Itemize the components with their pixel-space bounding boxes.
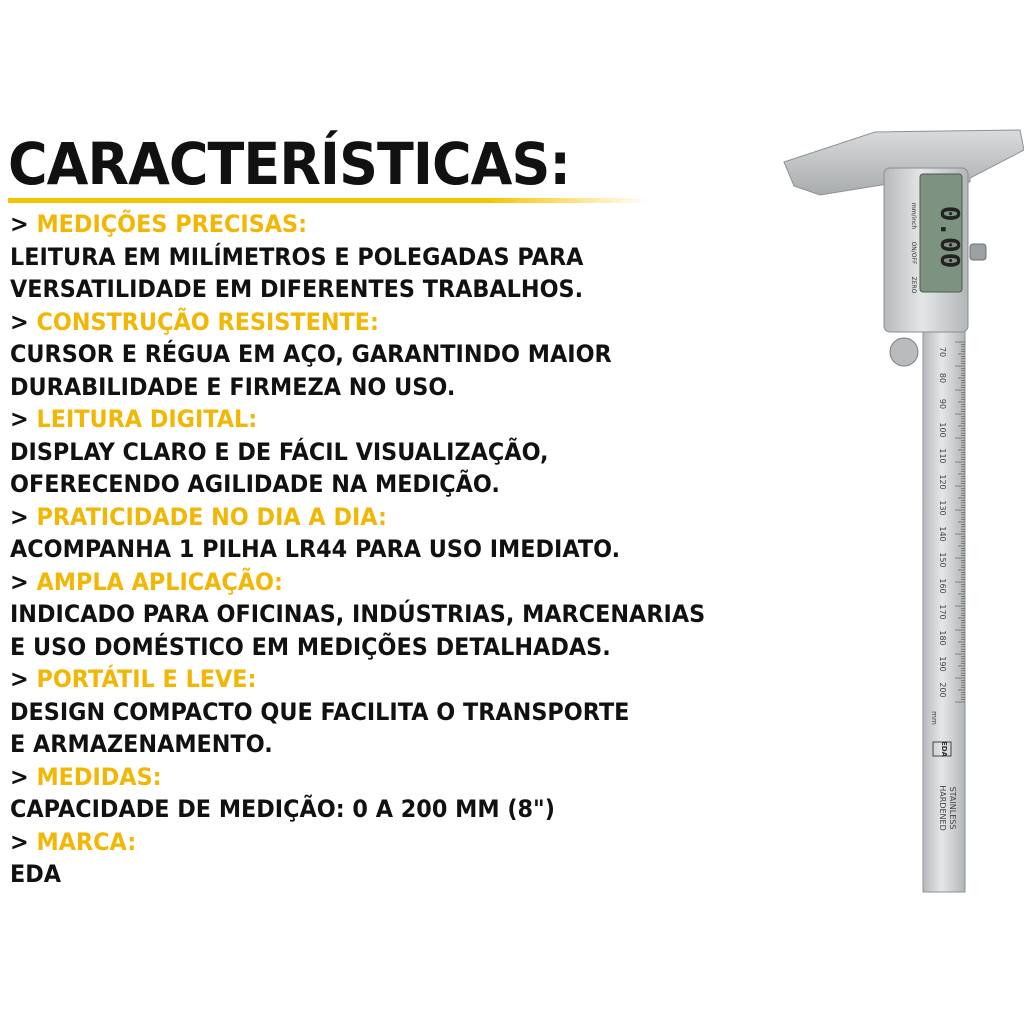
chevron-right-icon: >: [10, 827, 29, 856]
feature-heading: [10, 826, 717, 859]
digital-caliper-image: [780, 120, 1024, 910]
chevron-right-icon: >: [10, 405, 29, 433]
feature-heading: [10, 306, 717, 339]
feature-heading: [10, 208, 717, 241]
chevron-right-icon: >: [10, 210, 29, 238]
feature-description-line: DISPLAY CLARO E DE FÁCIL VISUALIZAÇÃO,: [10, 437, 549, 466]
title-underline: [8, 198, 648, 203]
feature-description-line: LEITURA EM MILÍMETROS E POLEGADAS PARA: [10, 242, 584, 271]
caliper-scale-label: 150: [938, 552, 947, 568]
caliper-scale-label: 70: [938, 346, 947, 358]
page-title: CARACTERÍSTICAS:: [8, 130, 571, 198]
feature-heading: [10, 403, 717, 436]
feature-heading-label: LEITURA DIGITAL:: [36, 405, 258, 433]
caliper-lock-screw: [970, 244, 986, 260]
feature-heading-label: PRATICIDADE NO DIA A DIA:: [36, 502, 387, 531]
caliper-zero-label: ZERO: [910, 276, 917, 294]
caliper-material-line-2: HARDENED: [938, 785, 947, 831]
caliper-scale-label: 180: [938, 630, 947, 646]
chevron-right-icon: >: [10, 502, 29, 531]
caliper-scale-label: 160: [938, 578, 947, 594]
feature-description-line: INDICADO PARA OFICINAS, INDÚSTRIAS, MARCENARIAS: [10, 600, 706, 628]
caliper-material-line-1: STAINLESS: [948, 786, 957, 830]
feature-description-line: E ARMAZENAMENTO.: [10, 730, 273, 758]
caliper-power-label: ON/OFF: [910, 241, 917, 265]
feature-heading-label: MEDIÇÕES PRECISAS:: [36, 210, 308, 238]
caliper-scale-label: 190: [938, 656, 947, 672]
feature-heading-label: MEDIDAS:: [36, 762, 162, 791]
feature-heading-label: MARCA:: [36, 827, 137, 856]
feature-description-line: OFERECENDO AGILIDADE NA MEDIÇÃO.: [10, 470, 500, 498]
feature-description-line: DESIGN COMPACTO QUE FACILITA O TRANSPORTE: [10, 697, 630, 726]
caliper-scale-label: 90: [938, 398, 947, 410]
feature-description-line: DURABILIDADE E FIRMEZA NO USO.: [10, 372, 456, 401]
caliper-display-reading: 0.00: [934, 205, 964, 269]
feature-heading-label: PORTÁTIL E LEVE:: [36, 665, 257, 693]
caliper-unit-label: mm/inch: [910, 202, 917, 230]
chevron-right-icon: >: [10, 665, 29, 693]
caliper-scale-label: 120: [938, 474, 947, 490]
features-list: [10, 208, 770, 891]
caliper-scale-label: 200: [938, 682, 947, 698]
caliper-scale-label: 140: [938, 526, 947, 542]
feature-heading: [10, 566, 717, 599]
caliper-scale-label: 170: [938, 604, 947, 620]
feature-heading-label: CONSTRUÇÃO RESISTENTE:: [36, 307, 379, 336]
feature-heading: [10, 761, 717, 794]
caliper-scale-label: 100: [938, 422, 947, 438]
feature-description-line: E USO DOMÉSTICO EM MEDIÇÕES DETALHADAS.: [10, 632, 611, 661]
feature-heading-label: AMPLA APLICAÇÃO:: [36, 567, 283, 596]
caliper-brand-mark: EDA: [940, 740, 948, 758]
caliper-thumb-wheel: [890, 338, 918, 366]
caliper-unit-mark: mm: [930, 711, 938, 725]
feature-description-line: VERSATILIDADE EM DIFERENTES TRABALHOS.: [10, 275, 584, 303]
feature-description-line: CURSOR E RÉGUA EM AÇO, GARANTINDO MAIOR: [10, 340, 612, 368]
caliper-scale-label: 80: [938, 372, 947, 384]
feature-description-line: EDA: [10, 860, 62, 888]
feature-heading: [10, 663, 717, 696]
caliper-scale-label: 130: [938, 500, 947, 516]
feature-description-line: CAPACIDADE DE MEDIÇÃO: 0 A 200 MM (8"): [10, 795, 555, 823]
chevron-right-icon: >: [10, 567, 29, 596]
chevron-right-icon: >: [10, 307, 29, 336]
chevron-right-icon: >: [10, 762, 29, 791]
caliper-scale-label: 110: [938, 448, 947, 464]
feature-heading: [10, 501, 717, 534]
feature-description-line: ACOMPANHA 1 PILHA LR44 PARA USO IMEDIATO.: [10, 535, 621, 563]
